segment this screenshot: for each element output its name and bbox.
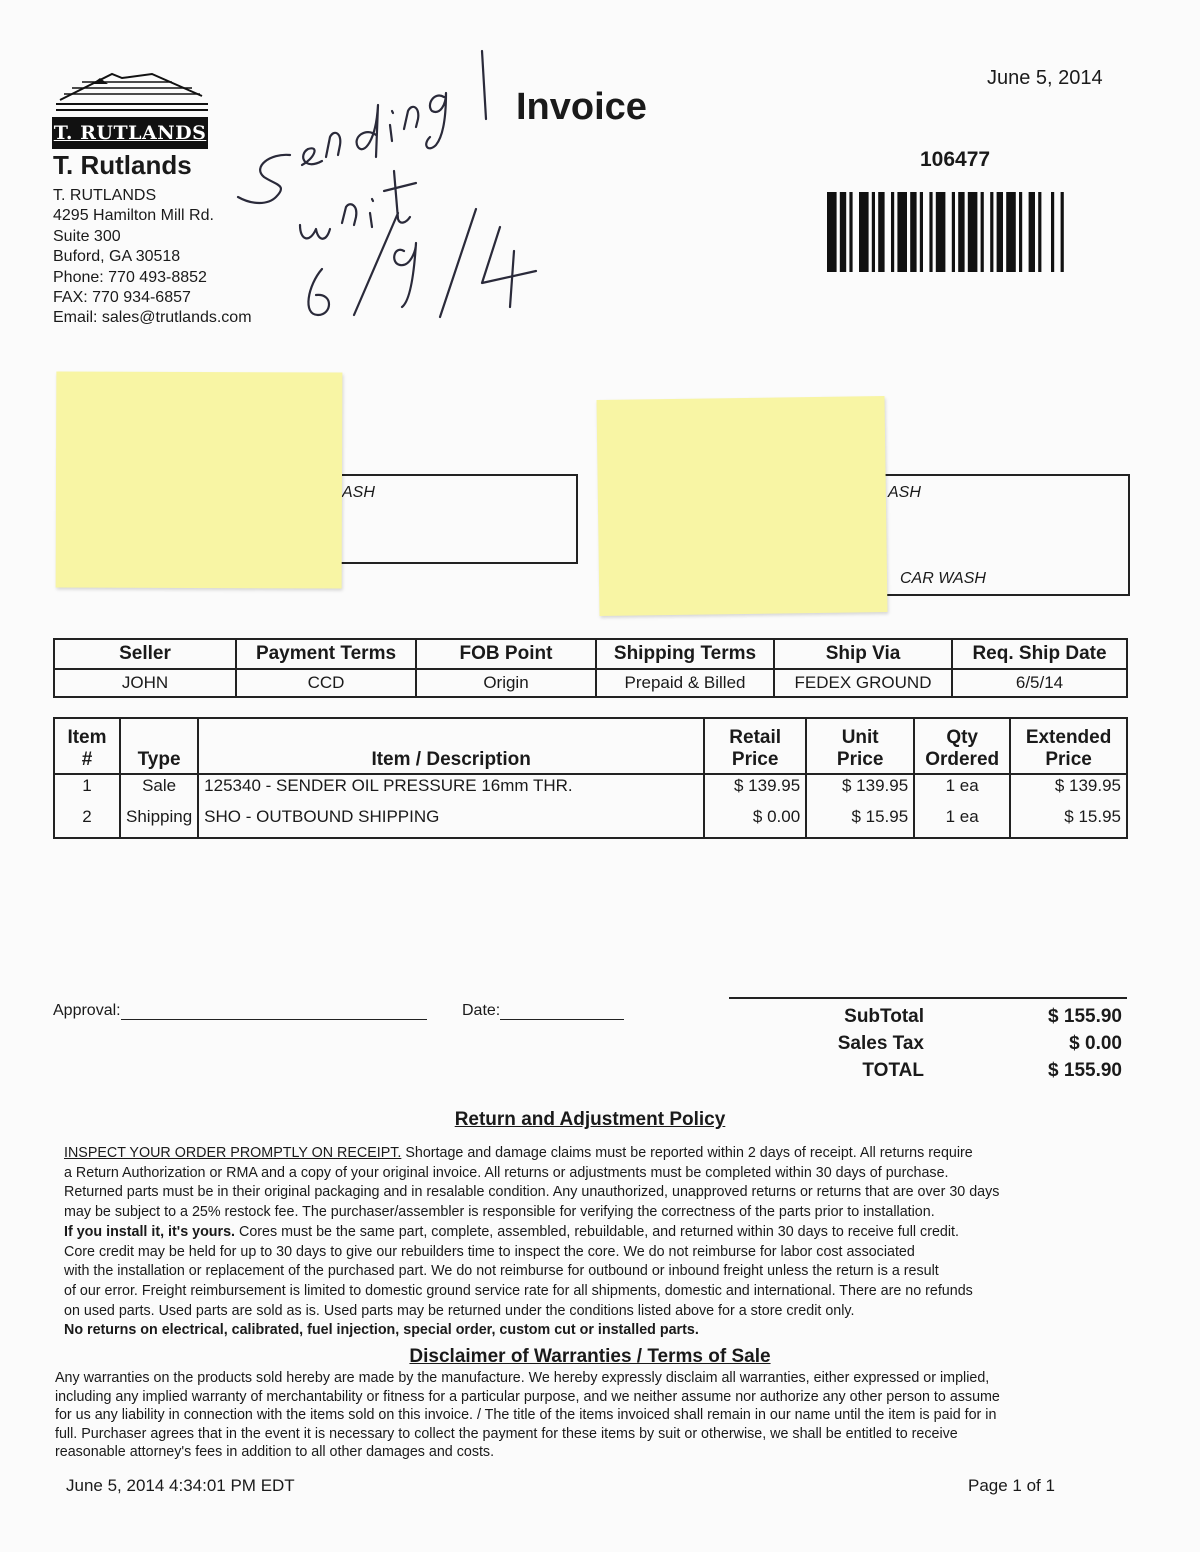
item-number: 1 — [54, 774, 120, 797]
ship-via-value: FEDEX GROUND — [774, 669, 952, 697]
phone-line: Phone: 770 493-8852 — [53, 268, 207, 286]
extended-price: $ 139.95 — [1010, 774, 1127, 797]
return-policy-title: Return and Adjustment Policy — [454, 1109, 726, 1130]
ship-to-name: CAR WASH — [900, 570, 986, 587]
return-policy-text — [64, 1144, 1134, 1341]
item-number: 2 — [54, 797, 120, 838]
date-label: Date: — [462, 1002, 501, 1019]
invoice-title: Invoice — [516, 86, 647, 128]
header-line: Price — [836, 749, 884, 770]
ship-to-fragment: ASH — [888, 484, 921, 501]
total-value: $ 155.90 — [1048, 1060, 1122, 1081]
date-line — [500, 1003, 624, 1020]
sales-tax-value: $ 0.00 — [1069, 1033, 1122, 1054]
terms-value-row — [54, 669, 1127, 697]
extended-price: $ 15.95 — [1010, 797, 1127, 838]
header-line: Item — [67, 727, 107, 748]
fob-point-header: FOB Point — [416, 639, 596, 669]
disclaimer-title: Disclaimer of Warranties / Terms of Sale — [409, 1346, 771, 1367]
req-ship-date-header: Req. Ship Date — [952, 639, 1127, 669]
qty-ordered: 1 ea — [914, 774, 1010, 797]
approval-label: Approval: — [53, 1002, 121, 1019]
seller-header: Seller — [54, 639, 236, 669]
item-type: Sale — [120, 774, 198, 797]
items-header-row — [54, 718, 1127, 774]
table-row — [54, 774, 1127, 797]
sticky-note-redaction — [597, 396, 888, 616]
extended-price-header — [1010, 718, 1127, 774]
table-row — [54, 797, 1127, 838]
req-ship-date-value: 6/5/14 — [952, 669, 1127, 697]
approval-field — [53, 1002, 427, 1020]
email-line: Email: sales@trutlands.com — [53, 309, 252, 327]
header-line: Ordered — [925, 749, 1000, 770]
qty-ordered: 1 ea — [914, 797, 1010, 838]
header-line: Retail — [729, 727, 782, 748]
payment-terms-header: Payment Terms — [236, 639, 416, 669]
company-name: T. Rutlands — [53, 150, 192, 180]
policy-line — [64, 1223, 1134, 1243]
subtotal-value: $ 155.90 — [1048, 1006, 1122, 1027]
fob-point-value: Origin — [416, 669, 596, 697]
line-items-table — [53, 717, 1128, 839]
retail-price-header — [704, 718, 806, 774]
terms-header-row — [54, 639, 1127, 669]
policy-bold-lead: If you install it, it's yours. — [64, 1223, 236, 1240]
total-label: TOTAL — [862, 1060, 924, 1081]
address-line: Suite 300 — [53, 227, 121, 245]
company-address — [53, 186, 252, 329]
policy-line: of our error. Freight reimbursement is limited to domestic ground service rate for all shipments, domestic and international. There are no refunds — [64, 1282, 973, 1299]
header-line: Qty — [946, 727, 979, 748]
disclaimer-line: reasonable attorney's fees in addition to all other damages and costs. — [55, 1444, 495, 1461]
policy-text: Cores must be the same part, complete, assembled, rebuildable, and returned within 30 days to receive full credit. — [235, 1223, 959, 1240]
logo-text: T. RUTLANDS — [52, 117, 208, 149]
item-number-header — [54, 718, 120, 774]
disclaimer-line: for us any liability in connection with the items sold on this invoice. / The title of the items invoiced shall remain in our name until the item is paid for in — [55, 1407, 997, 1424]
header-line: Price — [1045, 749, 1092, 770]
disclaimer-text — [55, 1369, 1135, 1462]
terms-table — [53, 638, 1128, 698]
fax-line: FAX: 770 934-6857 — [53, 289, 191, 307]
header-line: Extended — [1025, 727, 1112, 748]
ship-via-header: Ship Via — [774, 639, 952, 669]
item-type: Shipping — [120, 797, 198, 838]
retail-price: $ 139.95 — [704, 774, 806, 797]
disclaimer-line: full. Purchaser agrees that in the event it is necessary to collect the payment for these items by suit or otherwise, we shall be entitled to receive — [55, 1425, 958, 1442]
policy-line: a Return Authorization or RMA and a copy of your original invoice. All returns or adjustments must be completed within 30 days of purchase. — [64, 1164, 949, 1181]
header-line: Unit — [841, 727, 879, 748]
unit-price: $ 139.95 — [806, 774, 914, 797]
item-description: 125340 - SENDER OIL PRESSURE 16mm THR. — [198, 774, 704, 797]
approval-date-field — [462, 1002, 624, 1020]
invoice-number: 106477 — [920, 148, 991, 171]
shipping-terms-value: Prepaid & Billed — [596, 669, 774, 697]
print-timestamp: June 5, 2014 4:34:01 PM EDT — [66, 1476, 295, 1495]
policy-line — [64, 1144, 1134, 1164]
policy-line: on used parts. Used parts are sold as is. Used parts may be returned under the conditions listed above for a store credit only. — [64, 1302, 855, 1319]
bill-to-fragment: ASH — [342, 484, 375, 501]
handwritten-note — [230, 45, 550, 335]
type-header: Type — [120, 718, 198, 774]
policy-lead: INSPECT YOUR ORDER PROMPTLY ON RECEIPT. — [64, 1145, 402, 1161]
invoice-date: June 5, 2014 — [987, 67, 1103, 89]
header-line: # — [81, 749, 93, 770]
sticky-note-redaction — [56, 372, 343, 589]
unit-price: $ 15.95 — [806, 797, 914, 838]
policy-line: Returned parts must be in their original packaging and in resalable condition. Any unauthorized, unapproved returns or returns that are over 30 days — [64, 1184, 1000, 1201]
totals-divider — [729, 997, 1127, 999]
barcode — [827, 192, 1095, 272]
disclaimer-line: including any implied warranty of merchantability or fitness for a particular purpose, and we neither assume nor authorize any other person to assume — [55, 1388, 1000, 1405]
seller-value: JOHN — [54, 669, 236, 697]
address-line: T. RUTLANDS — [53, 187, 157, 204]
description-header: Item / Description — [198, 718, 704, 774]
disclaimer-line: Any warranties on the products sold hereby are made by the manufacture. We hereby expressly disclaim all warranties, either expressed or implied, — [55, 1370, 990, 1386]
payment-terms-value: CCD — [236, 669, 416, 697]
policy-line: may be subject to a 25% restock fee. The purchaser/assembler is responsible for verifying the correctness of the parts prior to installation. — [64, 1204, 935, 1221]
policy-line: Core credit may be held for up to 30 days to give our rebuilders time to inspect the core. We do not reimburse for labor cost associated — [64, 1243, 915, 1260]
unit-price-header — [806, 718, 914, 774]
policy-final-note: No returns on electrical, calibrated, fuel injection, special order, custom cut or installed parts. — [64, 1322, 699, 1339]
shipping-terms-header: Shipping Terms — [596, 639, 774, 669]
approval-signature-line — [121, 1003, 427, 1020]
policy-line: with the installation or replacement of the purchased part. We do not reimburse for outbound or inbound freight unless the return is a result — [64, 1263, 939, 1280]
header-line: Price — [731, 749, 779, 770]
address-line: 4295 Hamilton Mill Rd. — [53, 207, 214, 225]
qty-ordered-header — [914, 718, 1010, 774]
sales-tax-label: Sales Tax — [837, 1033, 924, 1054]
page-number: Page 1 of 1 — [968, 1476, 1055, 1495]
subtotal-label: SubTotal — [844, 1006, 924, 1027]
retail-price: $ 0.00 — [704, 797, 806, 838]
policy-text: Shortage and damage claims must be reported within 2 days of receipt. All returns require — [401, 1145, 973, 1161]
address-line: Buford, GA 30518 — [53, 248, 181, 266]
item-description: SHO - OUTBOUND SHIPPING — [198, 797, 704, 838]
